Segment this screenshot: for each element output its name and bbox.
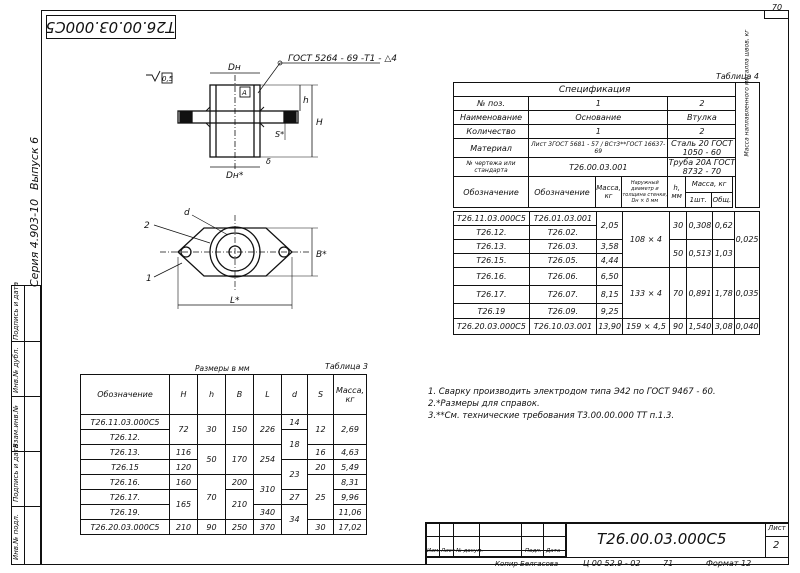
table-cell: Т26.15	[81, 460, 170, 475]
spec-cell: Лист 3ГОСТ 5681 - 57 / ВСт3**ГОСТ 16637-69	[529, 139, 668, 158]
table-cell: 17,02	[334, 520, 367, 535]
page-number: 70	[771, 3, 783, 12]
table-cell: 0,025	[735, 212, 760, 268]
dim-h: h	[303, 96, 309, 106]
spec-cell: Труба 20А ГОСТ 8732 - 70	[668, 158, 736, 176]
strip-vline	[24, 286, 25, 564]
table-row: Т26.19	[454, 304, 530, 319]
table-cell: 254	[254, 445, 282, 475]
table-row: Т26.11.03.000С5	[454, 212, 530, 226]
table-cell: 9,25	[597, 304, 623, 319]
col-header: B	[226, 375, 254, 415]
dim-dn-bottom: Dн*	[226, 171, 244, 181]
top-stamp	[46, 15, 176, 39]
table-cell: Т26.01.03.001	[529, 212, 596, 226]
col-header: Обозначение	[81, 375, 170, 415]
roughness-value: 0,5	[162, 75, 174, 83]
tb-col-izm: Изм.	[427, 548, 440, 554]
spec-title: Спецификация	[454, 83, 736, 97]
table-cell: 116	[170, 445, 198, 460]
table-cell: Т26.05.	[529, 254, 596, 268]
spec-col-header: Общ.	[711, 192, 733, 208]
issue-label: Выпуск 6	[28, 136, 41, 190]
spec-label: Наименование	[454, 111, 529, 125]
spec-label: Количество	[454, 125, 529, 139]
dim-d: d	[184, 208, 190, 218]
table-cell: 0,308	[687, 212, 713, 240]
table-cell: Т26.12.	[81, 430, 170, 445]
table-cell: Т26.07.	[529, 286, 596, 304]
table-cell: 108 × 4	[623, 212, 670, 268]
table-cell: 18	[282, 430, 308, 460]
table-cell: 0,513	[687, 240, 713, 268]
table-cell: 8,15	[597, 286, 623, 304]
spec-weld-header: Масса наплавленного металла швов, кг	[743, 29, 751, 156]
tb-sheet-no: 2	[773, 540, 780, 551]
table-cell: Т26.16.	[81, 475, 170, 490]
tb-col-list: Лист	[441, 548, 455, 554]
footer-code: Ц 00 52.9 - 02	[583, 559, 641, 568]
table-cell: Т26.17.	[81, 490, 170, 505]
table-cell: 50	[669, 240, 687, 268]
table-cell: 159 × 4,5	[623, 319, 670, 335]
table-cell: 150	[226, 415, 254, 445]
col-header: L	[254, 375, 282, 415]
footer-format: Формат 12	[706, 559, 752, 568]
table-row: Т26.13.	[454, 240, 530, 254]
table-cell: 310	[254, 475, 282, 505]
flange-plate-elevation	[178, 111, 298, 123]
table-cell: 4,63	[334, 445, 367, 460]
table-cell: Т26.03.	[529, 240, 596, 254]
plate-section-left	[180, 112, 192, 122]
table-cell: 9,96	[334, 490, 367, 505]
spec-cell: 1	[529, 97, 668, 111]
strip-divider	[12, 506, 40, 507]
table-cell: 2,69	[334, 415, 367, 445]
table-row	[81, 415, 367, 430]
table-cell: 12	[308, 415, 334, 445]
spec-cell: 2	[668, 125, 736, 139]
spec-cell: Основание	[529, 111, 668, 125]
table-cell: 6,50	[597, 268, 623, 286]
table-cell: 0,040	[735, 319, 760, 335]
spec-col-header: Наружный диаметр и толщина стенки, Dн × δ мм	[622, 177, 668, 208]
table-cell: 30	[198, 415, 226, 445]
dim-delta: δ	[266, 157, 271, 166]
table-cell: 50	[198, 445, 226, 475]
table-row	[81, 475, 367, 490]
callout-1: 1	[146, 274, 152, 284]
spec-cell: 1	[529, 125, 668, 139]
spec-col-header: Обозначение	[529, 177, 596, 208]
table-cell: 70	[669, 268, 687, 319]
tb-col-date: Дата	[546, 548, 561, 554]
tb-sheet-label: Лист	[768, 524, 786, 532]
table-cell: Т26.11.03.000С5	[81, 415, 170, 430]
table-cell: 3,58	[597, 240, 623, 254]
table3-units: Размеры в мм	[195, 364, 250, 373]
footer-num: 71	[663, 559, 674, 568]
footer-left: Копир Белгасова	[495, 560, 559, 568]
tb-col-sign: Подп.	[525, 548, 542, 554]
table-cell: Т26.10.03.001	[529, 319, 596, 335]
tb-col-doc: № докум.	[456, 548, 484, 554]
table-cell: Т26.20.03.000С5	[81, 520, 170, 535]
notes	[428, 386, 716, 422]
table-cell: 3,08	[713, 319, 735, 335]
table-row: Т26.12.	[454, 226, 530, 240]
table-cell: Т26.06.	[529, 268, 596, 286]
strip-label: Инв.№ подл.	[12, 513, 20, 560]
col-header: S	[308, 375, 334, 415]
table-row: Т26.17.	[454, 286, 530, 304]
spec-label: Материал	[454, 139, 529, 158]
table-cell: 210	[170, 520, 198, 535]
col-header: d	[282, 375, 308, 415]
table3-caption: Таблица 3	[325, 362, 369, 371]
spec-col-header: 1шт.	[685, 192, 711, 208]
spec-col-header: Масса, кг	[595, 177, 621, 208]
spec-cell: 2	[668, 97, 736, 111]
table-cell: 90	[669, 319, 687, 335]
table-row: Т26.16.	[454, 268, 530, 286]
col-header: h	[198, 375, 226, 415]
table-cell: 210	[226, 490, 254, 520]
dim-dn: Dн	[228, 63, 241, 73]
table-cell: 133 × 4	[623, 268, 670, 319]
dim-B: B*	[316, 250, 327, 260]
strip-label: Подпись и дата	[12, 444, 20, 502]
table-cell: 72	[170, 415, 198, 445]
dimensions-table	[80, 374, 367, 535]
table-cell: 0,62	[713, 212, 735, 240]
table-row	[81, 445, 367, 460]
dim-L: L*	[230, 296, 240, 306]
table-cell: 170	[226, 445, 254, 475]
table-row: Т26.15.	[454, 254, 530, 268]
part-drawing	[140, 45, 425, 315]
note-line: 3.**См. технические требования Т3.00.00.000 ТТ п.1.3.	[428, 411, 675, 421]
table-cell: Т26.09.	[529, 304, 596, 319]
table-row	[81, 520, 367, 535]
table-cell: 90	[198, 520, 226, 535]
table-cell: 30	[669, 212, 687, 240]
spec-rows	[453, 211, 760, 335]
table-cell: 226	[254, 415, 282, 445]
spec-cell: Втулка	[668, 111, 736, 125]
table-cell: 0,891	[687, 268, 713, 319]
strip-divider	[12, 396, 40, 397]
spec-cell: Сталь 20 ГОСТ 1050 - 60	[668, 139, 736, 158]
table4-caption: Таблица 4	[716, 72, 760, 81]
spec-label: № поз.	[454, 97, 529, 111]
table-cell: 5,49	[334, 460, 367, 475]
dim-s: S*	[275, 130, 285, 139]
datum-letter: А	[242, 89, 247, 97]
strip-label: Инв.№ дубл.	[12, 347, 20, 393]
spec-col-header: Масса, кг	[685, 177, 732, 193]
table-cell: 23	[282, 460, 308, 490]
spec-col-header: Обозначение	[454, 177, 529, 208]
table-cell: 340	[254, 505, 282, 520]
table-cell: 13,90	[597, 319, 623, 335]
table-cell: 160	[170, 475, 198, 490]
top-stamp-text: Т26.00.03.000С5	[45, 18, 175, 36]
callout-2: 2	[144, 221, 150, 231]
table-cell: 25	[308, 475, 334, 520]
strip-label: Взам.инв.№	[12, 404, 20, 448]
table-cell: Т26.19.	[81, 505, 170, 520]
table-row: Т26.20.03.000С5	[454, 319, 530, 335]
col-header: H	[170, 375, 198, 415]
table-cell: Т26.13.	[81, 445, 170, 460]
note-line: 1. Сварку производить электродом типа Э42 по ГОСТ 9467 - 60.	[428, 387, 716, 397]
table-cell: 200	[226, 475, 254, 490]
table-cell: 250	[226, 520, 254, 535]
series-label: Серия 4.903-10	[28, 198, 41, 287]
table-cell: 4,44	[597, 254, 623, 268]
table-cell: 8,31	[334, 475, 367, 490]
gost-callout: ГОСТ 5264 - 69 -Т1 - △4	[288, 54, 398, 64]
note-line: 2.*Размеры для справок.	[428, 399, 540, 409]
strip-divider	[12, 341, 40, 342]
table-cell: 165	[170, 490, 198, 520]
table-cell: 27	[282, 490, 308, 505]
table-cell: 11,06	[334, 505, 367, 520]
table-cell: 1,03	[713, 240, 735, 268]
spec-col-header: h, мм	[668, 177, 685, 208]
table-cell: 16	[308, 445, 334, 460]
col-header: Масса, кг	[334, 375, 367, 415]
table-cell: 30	[308, 520, 334, 535]
table-cell: 120	[170, 460, 198, 475]
table-cell: 34	[282, 505, 308, 535]
table-cell: 1,78	[713, 268, 735, 319]
table-cell: 14	[282, 415, 308, 430]
tb-designation: Т26.00.03.000С5	[597, 530, 727, 548]
plate-section-right	[284, 112, 296, 122]
table-cell: 1,540	[687, 319, 713, 335]
table-cell: 0,035	[735, 268, 760, 319]
strip-label: Подпись и дата	[12, 282, 20, 340]
spec-cell: Т26.00.03.001	[529, 158, 668, 177]
table-cell: 70	[198, 475, 226, 520]
table-cell: 20	[308, 460, 334, 475]
table-cell: Т26.02.	[529, 226, 596, 240]
dim-H: H	[316, 118, 323, 128]
spec-label: № чертежа или стандарта	[454, 158, 529, 177]
table-cell: 370	[254, 520, 282, 535]
table-cell: 2,05	[597, 212, 623, 240]
